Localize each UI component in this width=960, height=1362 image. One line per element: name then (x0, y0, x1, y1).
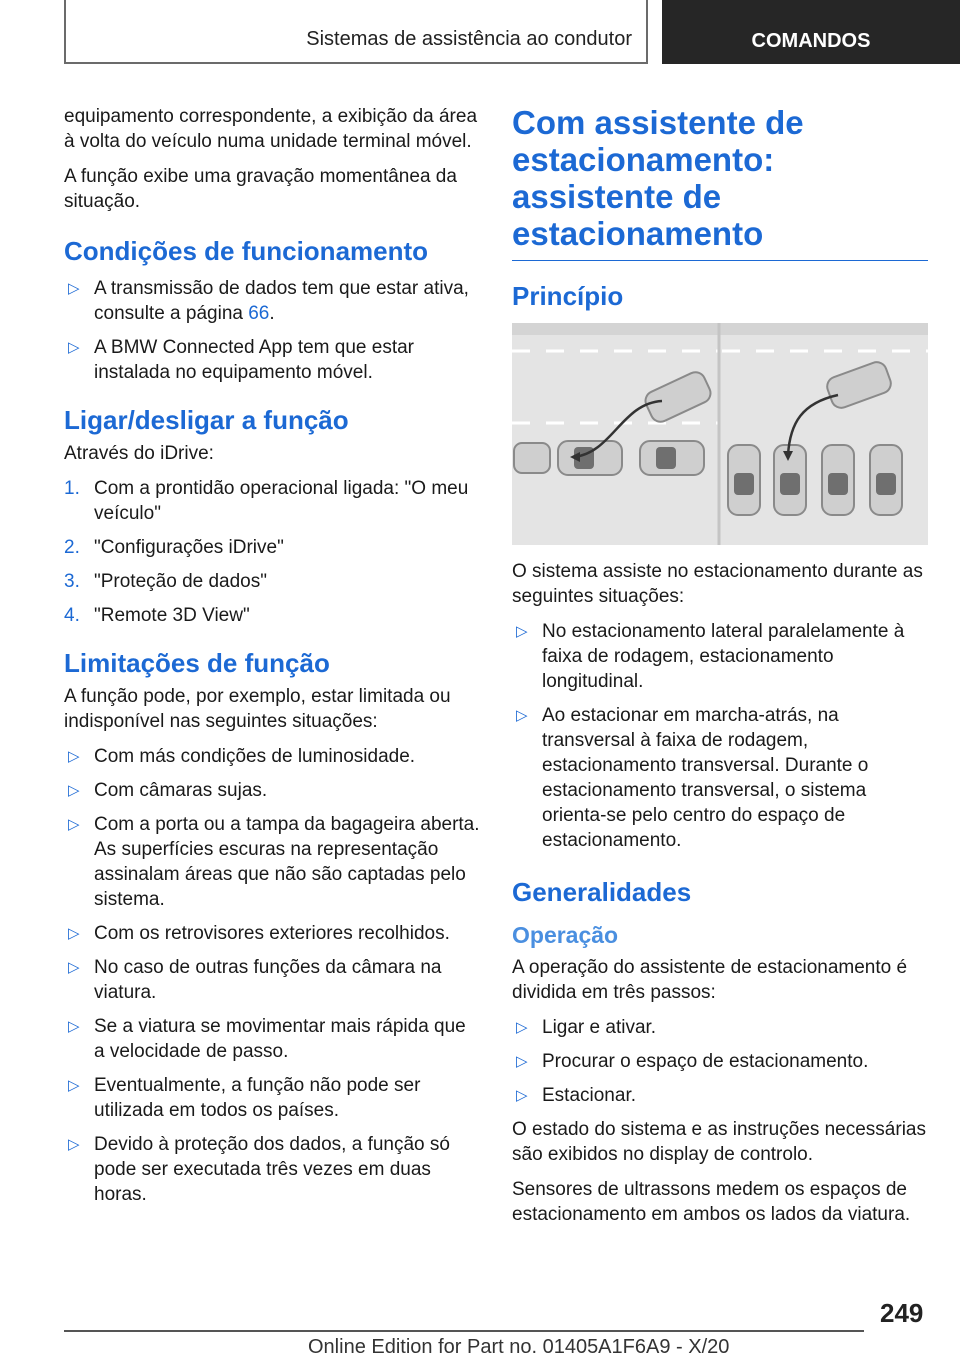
triangle-bullet-icon: ▷ (516, 707, 528, 724)
page-number: 249 (880, 1298, 924, 1328)
footer-divider (64, 1330, 864, 1332)
list-item: ▷ Eventualmente, a função não pode ser utilizada em todos os países. (68, 1075, 421, 1121)
header-section-title: Sistemas de assistência ao condutor (306, 28, 632, 50)
list-item: 3. "Proteção de dados" (64, 571, 267, 592)
page-reference-link[interactable]: 66 (248, 303, 270, 324)
conditions-heading: Condições de funcionamento (64, 236, 429, 266)
left-column (64, 104, 480, 1216)
intro-paragraph-1: equipamento correspondente, a exibição da área à volta do veículo numa unidade terminal móvel. (64, 106, 478, 152)
triangle-bullet-icon: ▷ (68, 280, 80, 297)
list-item: ▷ A transmissão de dados tem que estar ativa, consulte a página 66. (68, 278, 469, 324)
step-number: 3. (64, 571, 80, 592)
triangle-bullet-icon: ▷ (68, 1018, 80, 1035)
sensors-paragraph: Sensores de ultrassons medem os espaços de estacionamento em ambos os lados da viatura. (512, 1179, 911, 1225)
triangle-bullet-icon: ▷ (68, 748, 80, 765)
status-paragraph: O estado do sistema e as instruções necessárias são exibidos no display de controlo. (512, 1119, 926, 1165)
list-item: ▷ Com a porta ou a tampa da bagageira aberta. As superfícies escuras na representação assinalam áreas que não são captadas pelo sistema. (68, 814, 480, 910)
triangle-bullet-icon: ▷ (68, 1136, 80, 1153)
list-item: 1. Com a prontidão operacional ligada: "O meu veículo" (64, 478, 469, 524)
limitations-list (64, 744, 480, 1207)
header-box (64, 0, 648, 64)
main-heading: Com assistente de estacionamento: assistente de estacionamento (512, 104, 928, 261)
list-item: ▷ Se a viatura se movimentar mais rápida que a velocidade de passo. (68, 1016, 466, 1062)
limitations-heading: Limitações de função (64, 648, 330, 678)
list-item: ▷ Procurar o espaço de estacionamento. (516, 1051, 869, 1072)
list-item: ▷ A BMW Connected App tem que estar instalada no equipamento móvel. (68, 337, 415, 383)
operation-list (512, 1015, 928, 1108)
triangle-bullet-icon: ▷ (68, 339, 80, 356)
header-chapter-tab (662, 0, 960, 64)
header-chapter-label: COMANDOS (751, 30, 871, 52)
triangle-bullet-icon: ▷ (68, 782, 80, 799)
parking-illustration (512, 323, 928, 545)
onoff-heading: Ligar/desligar a função (64, 405, 349, 435)
triangle-bullet-icon: ▷ (516, 623, 528, 640)
triangle-bullet-icon: ▷ (68, 1077, 80, 1094)
limitations-intro: A função pode, por exemplo, estar limitada ou indisponível nas seguintes situações: (64, 686, 451, 732)
triangle-bullet-icon: ▷ (68, 816, 80, 833)
footer-edition: Online Edition for Part no. 01405A1F6A9 - X/20 (308, 1336, 730, 1358)
list-item: ▷ No estacionamento lateral paralelamente à faixa de rodagem, estacionamento longitudinal. (516, 621, 905, 692)
list-item: ▷ Com os retrovisores exteriores recolhidos. (68, 923, 450, 944)
list-item: 2. "Configurações iDrive" (64, 537, 284, 558)
steps-list (64, 476, 480, 628)
list-item: ▷ Devido à proteção dos dados, a função só pode ser executada três vezes em duas horas. (68, 1134, 450, 1205)
operation-subheading: Operação (512, 922, 619, 948)
triangle-bullet-icon: ▷ (68, 925, 80, 942)
intro-paragraph-2: A função exibe uma gravação momentânea da situação. (64, 166, 457, 212)
conditions-list (64, 276, 480, 385)
list-item: ▷ Estacionar. (516, 1085, 636, 1106)
principle-list (512, 619, 928, 853)
step-number: 2. (64, 537, 80, 558)
general-heading: Generalidades (512, 877, 692, 907)
triangle-bullet-icon: ▷ (516, 1053, 528, 1070)
step-number: 1. (64, 478, 80, 499)
principle-heading: Princípio (512, 281, 624, 311)
list-item: ▷ Ligar e ativar. (516, 1017, 657, 1038)
triangle-bullet-icon: ▷ (516, 1019, 528, 1036)
onoff-intro: Através do iDrive: (64, 443, 214, 464)
triangle-bullet-icon: ▷ (68, 959, 80, 976)
right-column (512, 104, 928, 1237)
list-item: ▷ Ao estacionar em marcha-atrás, na transversal à faixa de rodagem, estacionamento transversal. Durante o estacionamento transversal, o sistema orienta-se pelo centro do espaço de estacionamento. (516, 705, 869, 851)
list-item: ▷ No caso de outras funções da câmara na viatura. (68, 957, 442, 1003)
principle-text: O sistema assiste no estacionamento durante as seguintes situações: (512, 561, 923, 607)
step-number: 4. (64, 605, 80, 626)
list-item: 4. "Remote 3D View" (64, 605, 250, 626)
triangle-bullet-icon: ▷ (516, 1087, 528, 1104)
operation-text: A operação do assistente de estacionamento é dividida em três passos: (512, 957, 908, 1003)
list-item: ▷ Com câmaras sujas. (68, 780, 268, 801)
list-item: ▷ Com más condições de luminosidade. (68, 746, 416, 767)
